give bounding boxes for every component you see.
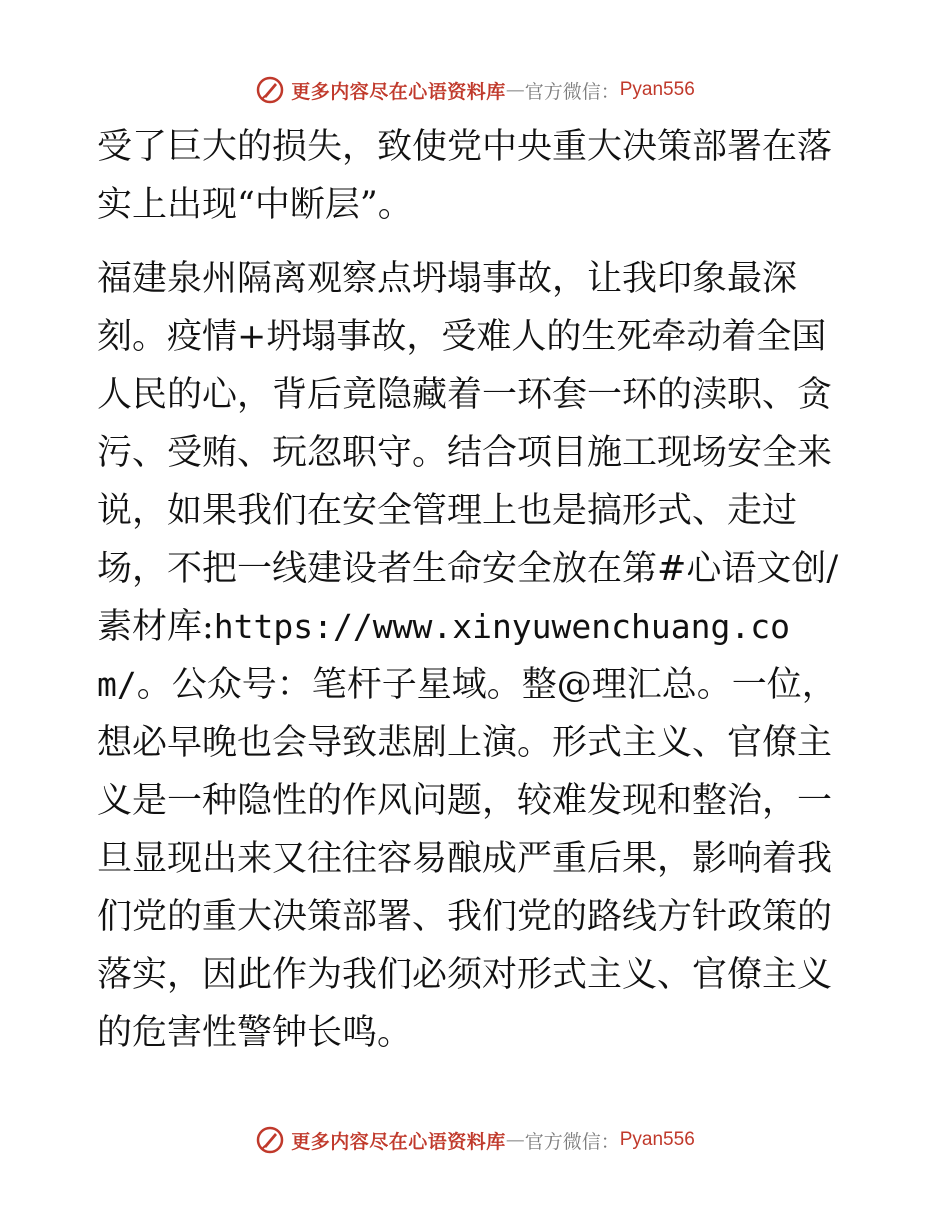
paragraph-2-lead: 福建泉州隔离观察点坍塌事故，让我印象最深刻。疫情+坍塌事故，受难人的生死牵动着全国人民的心，背后竟隐藏着一环套一环的渎职、贪污、受贿、玩忽职守。结合项目施工现场安全来说，如果我们在安全管理上也是搞形式、走过场，不把一线建设者生命安全放在第#心语文创/素材库: (97, 259, 839, 647)
paragraph-2-url: https://www.xinyuwenchuang.com/ (97, 607, 790, 704)
footer-banner (0, 1120, 950, 1160)
quill-logo-icon (255, 1125, 285, 1155)
banner-official-label: 官方微信： (524, 1130, 620, 1153)
paragraph-1: 受了巨大的损失，致使党中央重大决策部署在落实上出现“中断层”。 (97, 127, 833, 225)
quill-logo-icon (255, 75, 285, 105)
banner-wechat-id: Pyan556 (619, 79, 695, 100)
document-body (97, 118, 857, 1062)
paragraph-2 (97, 250, 857, 1062)
banner-brand-text: 更多内容尽在心语资料库 (291, 1130, 506, 1153)
banner-wechat-id: Pyan556 (619, 1129, 695, 1150)
banner-separator: — (505, 79, 525, 101)
banner-separator: — (505, 1129, 525, 1151)
header-banner (0, 70, 950, 110)
banner-official-label: 官方微信： (524, 80, 620, 103)
banner-brand-text: 更多内容尽在心语资料库 (291, 80, 506, 103)
paragraph-2-tail: 。公众号：笔杆子星域。整@理汇总。一位，想必早晚也会导致悲剧上演。形式主义、官僚主义是一种隐性的作风问题，较难发现和整治，一旦显现出来又往往容易酿成严重后果，影响着我们党的重大决策部署、我们党的路线方针政策的落实，因此作为我们必须对形式主义、官僚主义的危害性警钟长鸣。 (97, 665, 837, 1053)
